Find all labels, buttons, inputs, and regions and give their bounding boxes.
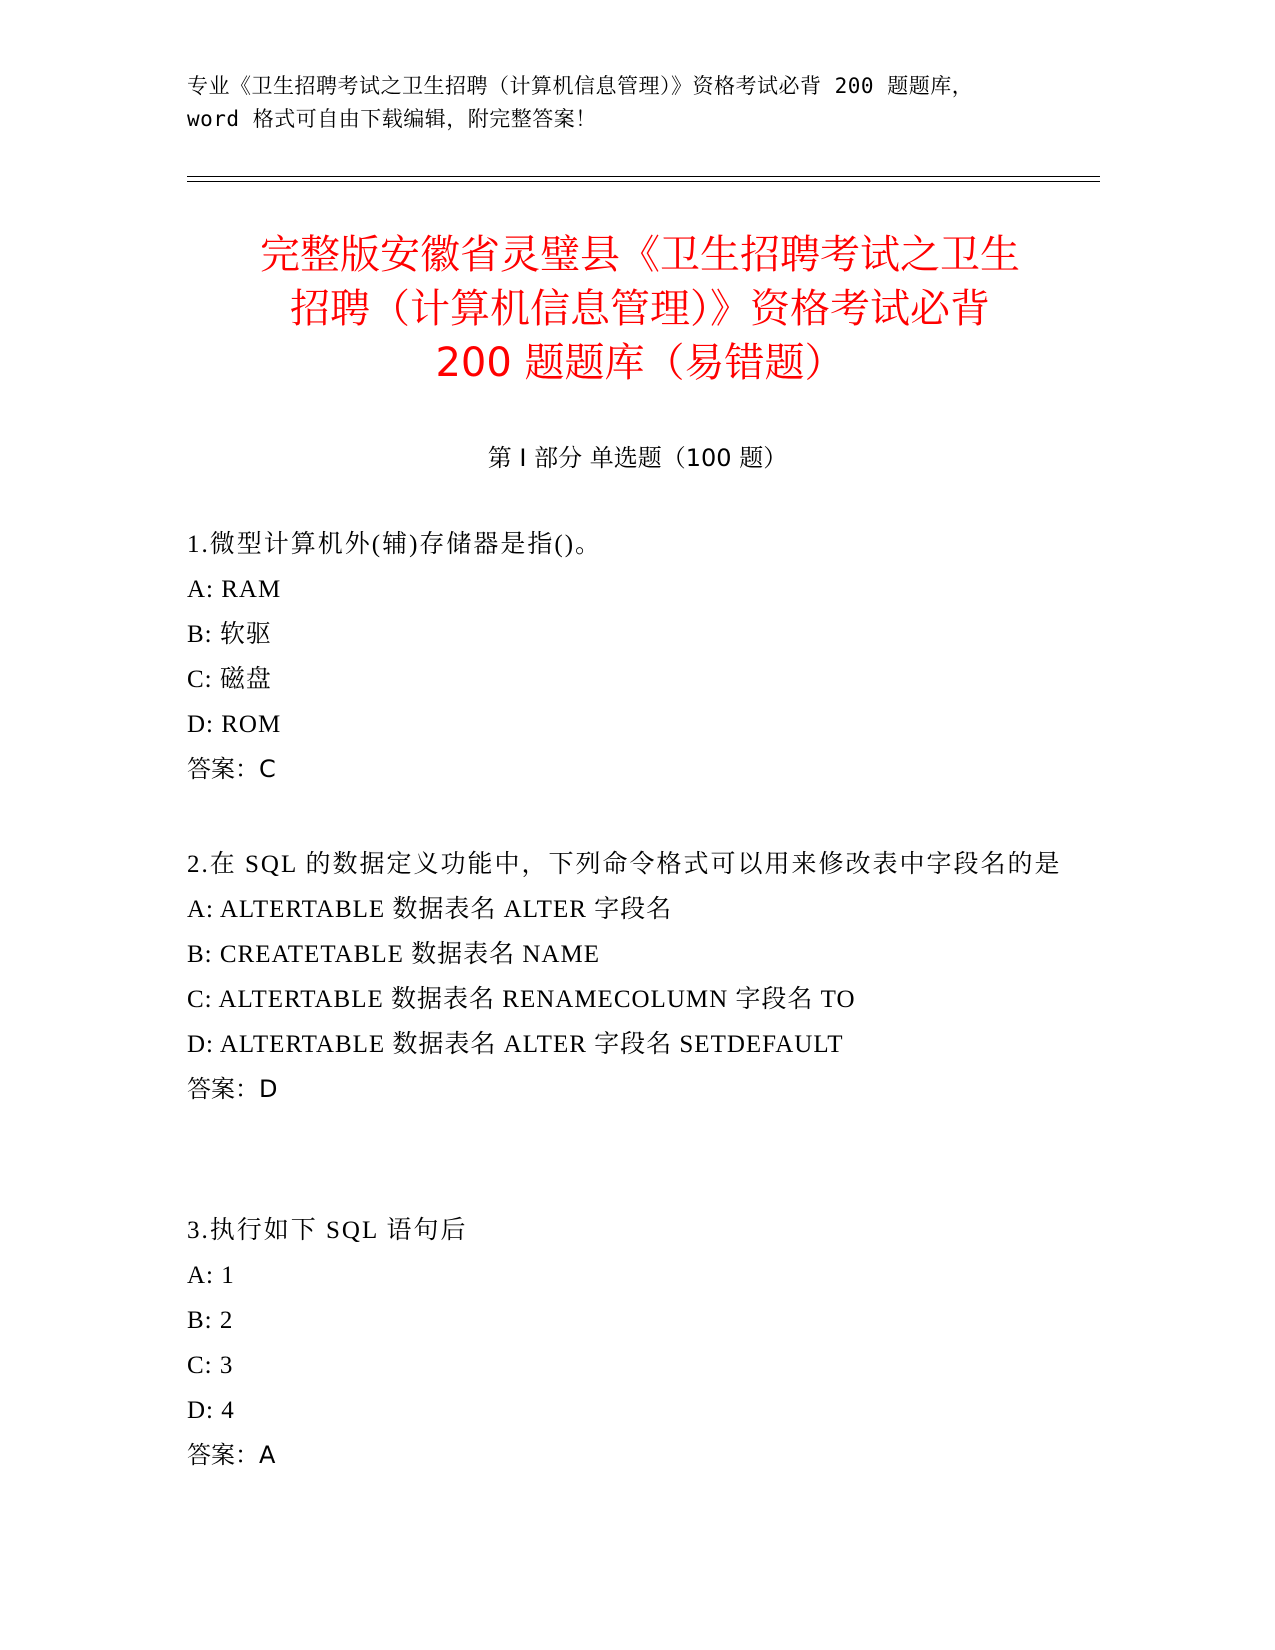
option-c: C: 磁盘	[187, 666, 272, 693]
title-line-2: 招聘（计算机信息管理）》资格考试必背	[290, 286, 990, 332]
question-block	[187, 522, 1067, 792]
question-block	[187, 1208, 1067, 1478]
option-b: B: 2	[187, 1307, 234, 1334]
question-stem: 1.微型计算机外(辅)存储器是指()。	[187, 531, 603, 558]
document-intro	[187, 70, 1087, 136]
intro-line-2: word 格式可自由下载编辑，附完整答案！	[187, 107, 597, 131]
header-divider-bottom	[187, 181, 1100, 182]
intro-line-1: 专业《卫生招聘考试之卫生招聘（计算机信息管理）》资格考试必背 200 题题库，	[187, 74, 974, 98]
option-c: C: 3	[187, 1352, 234, 1379]
option-c: C: ALTERTABLE 数据表名 RENAMECOLUMN 字段名 TO	[187, 986, 856, 1013]
option-d: D: ALTERTABLE 数据表名 ALTER 字段名 SETDEFAULT	[187, 1031, 844, 1058]
answer-line: 答案：A	[187, 1441, 276, 1469]
title-line-1: 完整版安徽省灵璧县《卫生招聘考试之卫生	[260, 232, 1020, 278]
question-block	[187, 842, 1067, 1112]
answer-line: 答案：D	[187, 1075, 278, 1103]
title-line-3: 200 题题库（易错题）	[435, 340, 845, 386]
header-divider-top	[187, 176, 1100, 177]
question-stem: 3.执行如下 SQL 语句后	[187, 1217, 468, 1244]
option-a: A: 1	[187, 1262, 235, 1289]
document-title	[160, 228, 1120, 390]
section-heading: 第 I 部分 单选题（100 题）	[487, 444, 788, 472]
question-stem: 2.在 SQL 的数据定义功能中，下列命令格式可以用来修改表中字段名的是	[187, 851, 1062, 878]
option-b: B: 软驱	[187, 621, 272, 648]
option-a: A: ALTERTABLE 数据表名 ALTER 字段名	[187, 896, 673, 923]
option-d: D: 4	[187, 1397, 235, 1424]
option-b: B: CREATETABLE 数据表名 NAME	[187, 941, 600, 968]
option-a: A: RAM	[187, 576, 282, 603]
answer-line: 答案：C	[187, 755, 276, 783]
option-d: D: ROM	[187, 711, 282, 738]
